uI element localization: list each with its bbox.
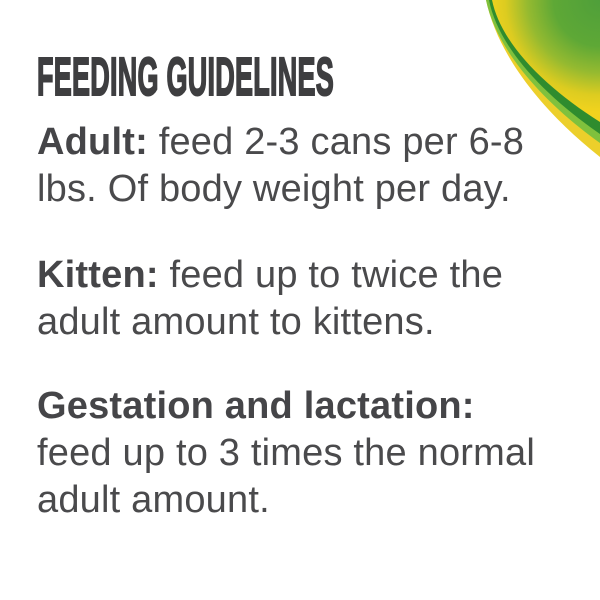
guideline-gestation-line3: adult amount.: [37, 479, 270, 521]
guideline-adult-term: Adult:: [37, 121, 148, 163]
guideline-gestation-line2: feed up to 3 times the normal: [37, 432, 535, 474]
page-title: FEEDING GUIDELINES: [37, 47, 335, 107]
guideline-adult: [37, 119, 524, 213]
guideline-adult-line1: [37, 119, 524, 166]
guideline-kitten-term: Kitten:: [37, 254, 159, 296]
guideline-adult-line1-rest: feed 2-3 cans per 6-8: [147, 121, 525, 163]
guideline-kitten: [37, 252, 503, 346]
guideline-kitten-line1-rest: feed up to twice the: [158, 254, 504, 296]
guideline-kitten-line2: adult amount to kittens.: [37, 301, 435, 343]
guideline-gestation-term: Gestation and lactation:: [37, 385, 475, 427]
guideline-kitten-line1: [37, 252, 503, 299]
guideline-gestation-line1: [37, 383, 535, 430]
guideline-adult-line2: lbs. Of body weight per day.: [37, 168, 511, 210]
guideline-gestation: [37, 383, 535, 524]
